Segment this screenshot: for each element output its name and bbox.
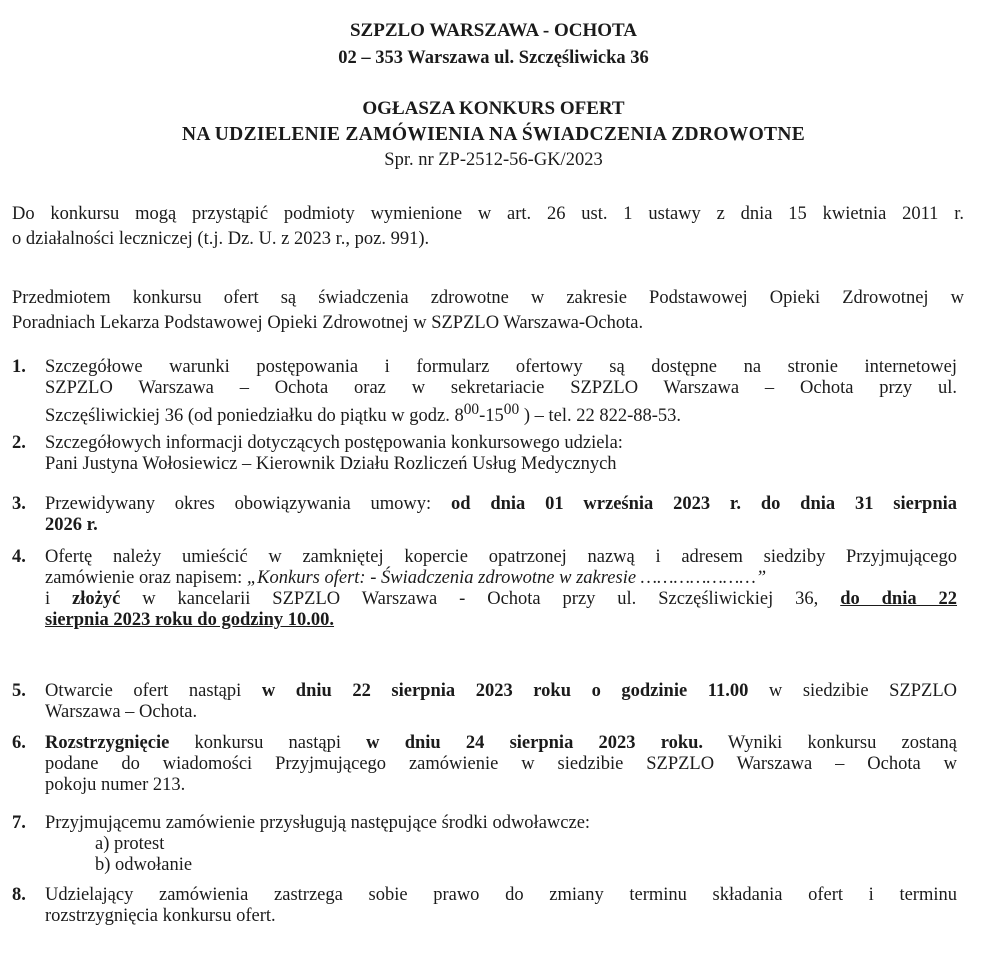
item-1-line-1: Szczegółowe warunki postępowania i formularz ofertowy są dostępne na stronie internetowej	[45, 357, 957, 377]
hours-separator: -15	[479, 406, 504, 427]
submit-location: w kancelarii SZPZLO Warszawa - Ochota przy ul. Szczęśliwickiej 36,	[120, 589, 841, 609]
list-item-5	[12, 681, 957, 723]
item-number: 4.	[12, 547, 26, 567]
item-8-line-2: rozstrzygnięcia konkursu ofert.	[45, 906, 276, 926]
item-number: 3.	[12, 494, 26, 514]
item-4-line-1: Ofertę należy umieścić w zamkniętej kopercie opatrzonej nazwą i adresem siedziby Przyjmującego	[45, 547, 957, 567]
list-item-4	[12, 547, 957, 631]
item-8-line-1: Udzielający zamówienia zastrzega sobie prawo do zmiany terminu składania ofert i terminu	[45, 885, 957, 905]
results-text: Wyniki konkursu zostaną	[703, 733, 957, 753]
envelope-label-text: zamówienie oraz napisem:	[45, 568, 247, 588]
item-2-line-1: Szczegółowych informacji dotyczących postępowania konkursowego udziela:	[45, 433, 623, 453]
subject-line-2: Poradniach Lekarza Podstawowej Opieki Zdrowotnej w SZPZLO Warszawa-Ochota.	[12, 313, 644, 333]
item-5-line-1	[45, 681, 957, 702]
room-number: pokoju numer 213.	[45, 775, 186, 795]
contact-person: Pani Justyna Wołosiewicz – Kierownik Działu Rozliczeń Usług Medycznych	[45, 454, 617, 474]
item-1-line-2: SZPZLO Warszawa – Ochota oraz w sekretariacie SZPZLO Warszawa – Ochota przy ul.	[45, 378, 957, 398]
item-number: 2.	[12, 433, 26, 453]
envelope-label-italic: „Konkurs ofert: - Świadczenia zdrowotne w zakresie …………………”	[246, 568, 767, 588]
resolution-text: konkursu nastąpi	[169, 733, 367, 753]
office-hours-text: Szczęśliwickiej 36 (od poniedziałku do piątku w godz. 8	[45, 406, 464, 427]
contract-period-dates: od dnia 01 września 2023 r. do dnia 31 sierpnia	[450, 494, 957, 514]
eligibility-line-2: o działalności leczniczej (t.j. Dz. U. z 2023 r., poz. 991).	[12, 229, 430, 249]
item-6-line-1	[45, 733, 957, 754]
contract-period-end-year: 2026 r.	[45, 515, 98, 535]
title-line-1: OGŁASZA KONKURS OFERT	[362, 98, 625, 119]
item-1-line-3	[45, 399, 957, 427]
subject-line-1: Przedmiotem konkursu ofert są świadczenia zdrowotne w zakresie Podstawowej Opieki Zdrowotnej w	[12, 288, 964, 308]
opening-location: w siedzibie SZPZLO	[748, 681, 958, 701]
item-5-line-2: Warszawa – Ochota.	[45, 702, 198, 722]
item-number: 5.	[12, 681, 26, 701]
item-number: 8.	[12, 885, 26, 905]
phone-text: ) – tel. 22 822-88-53.	[519, 406, 682, 427]
remedy-appeal: b) odwołanie	[95, 855, 193, 875]
intro-paragraph-eligibility	[12, 202, 964, 252]
item-number: 7.	[12, 813, 26, 833]
item-6-line-2: podane do wiadomości Przyjmującego zamówienie w siedzibie SZPZLO Warszawa – Ochota w	[45, 754, 957, 774]
hours-superscript-start: 00	[463, 401, 480, 418]
resolution-date: w dniu 24 sierpnia 2023 roku.	[366, 733, 704, 753]
org-address: 02 – 353 Warszawa ul. Szczęśliwicka 36	[338, 48, 649, 68]
remedy-protest: a) protest	[95, 834, 165, 854]
resolution-label: Rozstrzygnięcie	[45, 733, 170, 753]
list-item-1	[12, 357, 957, 427]
item-7-line-1: Przyjmującemu zamówienie przysługują następujące środki odwoławcze:	[45, 813, 591, 833]
opening-label: Otwarcie ofert nastąpi	[45, 681, 262, 701]
list-item-6	[12, 733, 957, 796]
list-item-7	[12, 813, 957, 876]
list-item-2	[12, 433, 957, 475]
item-number: 1.	[12, 357, 26, 377]
opening-datetime: w dniu 22 sierpnia 2023 roku o godzinie 11.00	[261, 681, 749, 701]
deadline-start: do dnia 22	[840, 589, 958, 609]
item-4-line-3	[45, 589, 957, 610]
submit-bold: złożyć	[72, 589, 121, 609]
item-3-line-1	[45, 494, 957, 515]
hours-superscript-end: 00	[503, 401, 520, 418]
item-4-line-2	[45, 568, 957, 589]
item-number: 6.	[12, 733, 26, 753]
submit-prefix: i	[45, 589, 73, 609]
list-item-8	[12, 885, 957, 927]
intro-paragraph-subject	[12, 286, 964, 336]
org-name: SZPZLO WARSZAWA - OCHOTA	[349, 20, 637, 41]
contract-period-label: Przewidywany okres obowiązywania umowy:	[45, 494, 451, 514]
case-number: Spr. nr ZP-2512-56-GK/2023	[384, 150, 603, 170]
list-item-3	[12, 494, 957, 536]
title-line-2: NA UDZIELENIE ZAMÓWIENIA NA ŚWIADCZENIA ZDROWOTNE	[181, 124, 806, 145]
eligibility-line-1: Do konkursu mogą przystąpić podmioty wymienione w art. 26 ust. 1 ustawy z dnia 15 kwietnia 2011 r.	[12, 204, 964, 224]
deadline-end: sierpnia 2023 roku do godziny 10.00.	[45, 610, 335, 630]
